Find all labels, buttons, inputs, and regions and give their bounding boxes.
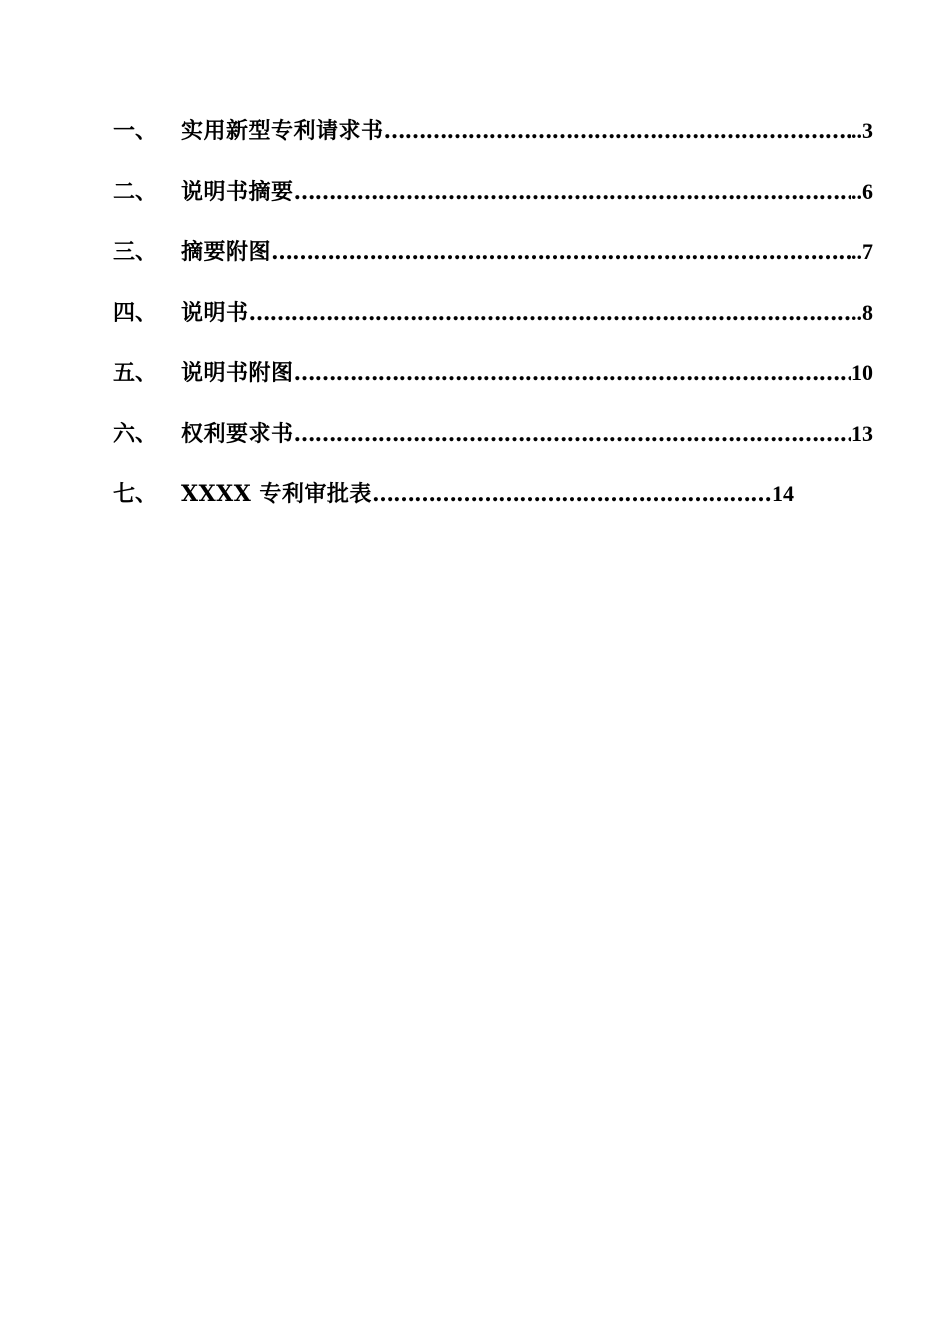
toc-entry-page-number[interactable]: 10 [851,360,873,385]
toc-entry-number: 五、 [113,360,158,386]
toc-dot-leader [372,474,772,514]
toc-dot-leader [384,111,851,151]
toc-entry-title[interactable]: 实用新型专利请求书 [181,118,384,144]
toc-dot-leader [294,414,851,454]
toc-dot-leader [249,293,851,333]
toc-dot-leader [294,353,851,393]
toc-entry-2[interactable] [113,172,873,233]
toc-entry-number: 一、 [113,118,158,144]
toc-entry-1[interactable] [113,111,873,172]
toc-entry-title[interactable]: 说明书摘要 [181,178,294,205]
toc-entry-page-number[interactable]: ..6 [851,178,873,204]
toc-entry-body [181,474,794,514]
toc-entry-body [181,414,873,454]
toc-entry-4[interactable] [113,293,873,354]
toc-entry-body [181,232,873,272]
table-of-contents [113,111,873,535]
toc-entry-number: 二、 [113,178,158,205]
toc-entry-title[interactable]: 说明书 [181,299,249,326]
toc-entry-number: 四、 [113,299,158,326]
toc-entry-page-number[interactable]: 13 [851,420,873,446]
toc-entry-number: 三、 [113,239,158,265]
toc-entry-6[interactable] [113,414,873,475]
toc-entry-page-number[interactable]: ..7 [851,239,873,264]
toc-entry-body [181,353,873,393]
toc-entry-number: 七、 [113,481,158,507]
toc-entry-5[interactable] [113,353,873,414]
toc-entry-page-number[interactable]: ..8 [851,299,873,325]
toc-entry-number: 六、 [113,420,158,447]
toc-entry-body [181,111,873,151]
toc-entry-7[interactable] [113,474,873,535]
toc-entry-title[interactable]: 说明书附图 [181,360,294,386]
toc-entry-body [181,293,873,333]
toc-dot-leader [271,232,851,272]
toc-entry-title[interactable]: 摘要附图 [181,239,272,265]
toc-entry-body [181,172,873,212]
toc-entry-3[interactable] [113,232,873,293]
toc-entry-title[interactable]: 权利要求书 [181,420,294,447]
toc-dot-leader [294,172,851,212]
toc-entry-page-number[interactable]: ..3 [851,118,873,143]
toc-entry-page-number[interactable]: 14 [772,481,794,506]
toc-entry-title[interactable]: XXXX 专利审批表 [181,481,372,507]
